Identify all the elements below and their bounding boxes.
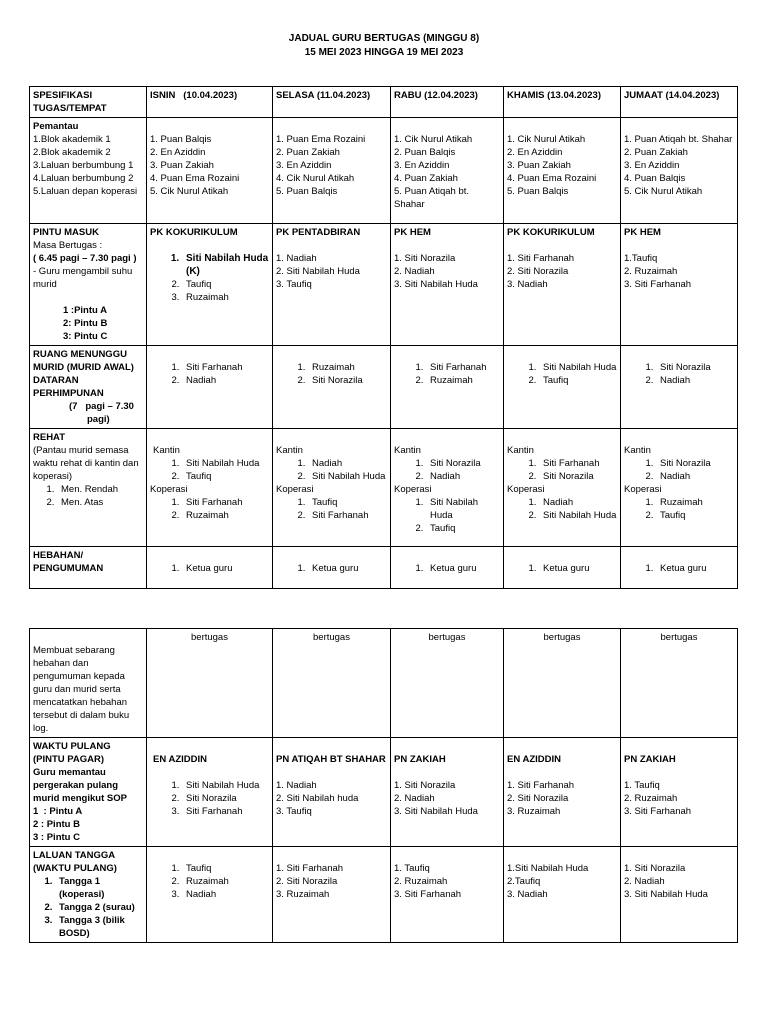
teacher-name: 2. Ruzaimah — [182, 509, 269, 522]
cell-waktu-pulang-isnin — [147, 738, 273, 847]
teacher-name: 1. Nadiah — [276, 253, 317, 264]
teacher-name: 4. Cik Nurul Atikah — [276, 173, 355, 184]
cell-waktu-pulang-jumaat — [621, 738, 738, 847]
teacher-name: 1. Siti Farhanah — [276, 863, 344, 874]
teacher-name: 5. Cik Nurul Atikah — [624, 186, 703, 197]
cell-pintu-masuk-khamis — [504, 224, 621, 346]
cell-bertugas-isnin: bertugas — [147, 629, 273, 738]
koperasi-label: Koperasi — [394, 484, 432, 495]
teacher-name: 1. Taufiq — [308, 496, 387, 509]
row-pintu-masuk — [30, 224, 738, 346]
rehat-label: REHAT — [33, 432, 66, 443]
cell-ruang-rabu — [391, 346, 504, 429]
cell-ruang-jumaat — [621, 346, 738, 429]
cell-laluan-khamis — [504, 847, 621, 943]
teacher-list — [394, 457, 500, 483]
teacher-list — [150, 252, 269, 304]
teacher-name: 2. En Aziddin — [507, 147, 563, 158]
teacher-list — [276, 496, 387, 522]
teacher-name: 3. Puan Zakiah — [507, 160, 571, 171]
cell-hebahan-rabu — [391, 547, 504, 589]
teacher-name: 3. En Aziddin — [394, 160, 450, 171]
teacher-list — [624, 496, 734, 522]
cell-pemantau-jumaat — [621, 118, 738, 224]
teacher-name: 1. Ruzaimah — [308, 361, 387, 374]
pintu-item: 3: Pintu C — [63, 331, 108, 342]
teacher-name: 1. Siti Nabilah Huda — [539, 361, 617, 374]
teacher-name: 2. Taufiq — [539, 374, 617, 387]
page-title: JADUAL GURU BERTUGAS (MINGGU 8) — [288, 33, 480, 44]
cell-pemantau-label — [30, 118, 147, 224]
kantin-label: Kantin — [624, 445, 651, 456]
cell-hebahan-khamis — [504, 547, 621, 589]
teacher-name: 1. Siti Farhanah — [182, 496, 269, 509]
teacher-name: 2. Siti Norazila — [539, 470, 617, 483]
tangga-item: 2. Tangga 2 (surau) — [55, 901, 143, 914]
pintu-item: 2: Pintu B — [63, 318, 108, 329]
koperasi-label: Koperasi — [276, 484, 314, 495]
teacher-name: 3. Siti Farhanah — [624, 279, 692, 290]
cell-pemantau-isnin — [147, 118, 273, 224]
teacher-name: 1. Cik Nurul Atikah — [394, 134, 473, 145]
col-header-jumaat: JUMAAT (14.04.2023) — [621, 87, 738, 118]
teacher-name: 1. Nadiah — [308, 457, 387, 470]
cell-hebahan-jumaat — [621, 547, 738, 589]
officer-head: PN ATIQAH BT SHAHAR — [276, 754, 386, 765]
cell-laluan-rabu — [391, 847, 504, 943]
duty-name: 1. Ketua guru — [182, 562, 269, 575]
waktu-pulang-label: murid mengikut SOP — [33, 793, 127, 804]
row-pemantau — [30, 118, 738, 224]
teacher-name: 3. Taufiq — [276, 806, 312, 817]
cell-waktu-pulang-rabu — [391, 738, 504, 847]
teacher-name: 3. Ruzaimah — [276, 889, 330, 900]
teacher-name: 1. Siti Norazila — [394, 253, 456, 264]
teacher-name: 3. Siti Nabilah Huda — [394, 279, 478, 290]
teacher-name: 1. Siti Norazila — [394, 780, 456, 791]
cell-rehat-rabu — [391, 429, 504, 547]
hebahan-label: PENGUMUMAN — [33, 563, 104, 574]
teacher-name: 2. Siti Norazila — [507, 793, 569, 804]
teacher-name: 2. Siti Norazila — [276, 876, 338, 887]
teacher-name: 2. Puan Zakiah — [624, 147, 688, 158]
teacher-name: 1. Nadiah — [276, 780, 317, 791]
teacher-name: 3. Puan Zakiah — [150, 160, 214, 171]
pk-head: PK HEM — [624, 227, 661, 238]
cell-pemantau-selasa — [273, 118, 391, 224]
teacher-name: 4. Puan Ema Rozaini — [507, 173, 597, 184]
teacher-list — [150, 361, 269, 387]
masa-label: Masa Bertugas : — [33, 240, 103, 251]
teacher-name: 1. Siti Nabilah Huda — [426, 496, 500, 522]
koperasi-label: Koperasi — [624, 484, 662, 495]
teacher-name: 2.Taufiq — [507, 876, 541, 887]
teacher-name: 2. Nadiah — [656, 374, 734, 387]
teacher-name: 3. Nadiah — [182, 888, 269, 901]
laluan-label: (WAKTU PULANG) — [33, 863, 117, 874]
hebahan-label: HEBAHAN/ — [33, 550, 84, 561]
teacher-name: 1. Siti Farhanah — [182, 361, 269, 374]
cell-rehat-jumaat — [621, 429, 738, 547]
teacher-name: 2. Siti Nabilah Huda — [308, 470, 387, 483]
teacher-name: 1. Siti Farhanah — [539, 457, 617, 470]
ruang-label: RUANG MENUNGGU — [33, 349, 127, 360]
teacher-name: 3. Ruzaimah — [182, 291, 269, 304]
teacher-name: 4. Puan Balqis — [624, 173, 686, 184]
ruang-time: (7 pagi – 7.30 — [69, 401, 134, 412]
teacher-list — [507, 496, 617, 522]
teacher-name: 2. Taufiq — [656, 509, 734, 522]
teacher-name: 2. Ruzaimah — [624, 266, 678, 277]
teacher-name: 1.Siti Nabilah Huda — [507, 863, 589, 874]
row-hebahan-continued — [30, 629, 738, 738]
masa-value: ( 6.45 pagi – 7.30 pagi ) — [33, 253, 137, 264]
cell-hebahan-isnin — [147, 547, 273, 589]
duty-name: 1. Ketua guru — [308, 562, 387, 575]
waktu-pulang-label: (PINTU PAGAR) — [33, 754, 105, 765]
cell-laluan-jumaat — [621, 847, 738, 943]
pintu-masuk-label: PINTU MASUK — [33, 227, 99, 238]
cell-ruang-khamis — [504, 346, 621, 429]
cell-bertugas-khamis: bertugas — [504, 629, 621, 738]
teacher-name: 1. Nadiah — [539, 496, 617, 509]
pk-head: PK HEM — [394, 227, 431, 238]
duty-table-1 — [29, 86, 738, 589]
kantin-label: Kantin — [394, 445, 421, 456]
teacher-name: 3. Ruzaimah — [507, 806, 561, 817]
col-header-selasa: SELASA (11.04.2023) — [273, 87, 391, 118]
teacher-name: 1. Siti Nabilah Huda — [182, 779, 269, 792]
teacher-list — [150, 862, 269, 901]
teacher-name: 2. Nadiah — [394, 266, 435, 277]
teacher-list — [276, 457, 387, 483]
teacher-list — [394, 361, 500, 387]
teacher-name: 2. Siti Nabilah huda — [276, 793, 359, 804]
teacher-name: 5. Puan Atiqah bt. Shahar — [394, 186, 472, 210]
teacher-name: 1. Siti Norazila — [426, 457, 500, 470]
teacher-list — [507, 457, 617, 483]
teacher-name: 1. Taufiq — [624, 780, 660, 791]
row-laluan-tangga — [30, 847, 738, 943]
level-item: 2. Men. Atas — [57, 496, 143, 509]
teacher-name: 1. Siti Nabilah Huda (K) — [182, 252, 269, 278]
cell-ruang-selasa — [273, 346, 391, 429]
cell-ruang-label — [30, 346, 147, 429]
teacher-name: 2. Siti Nabilah Huda — [276, 266, 360, 277]
teacher-name: 1. Siti Norazila — [656, 361, 734, 374]
teacher-name: 2. Nadiah — [656, 470, 734, 483]
teacher-list — [276, 361, 387, 387]
teacher-name: 2. Siti Nabilah Huda — [539, 509, 617, 522]
pintu-item: 2 : Pintu B — [33, 819, 80, 830]
waktu-pulang-label: WAKTU PULANG — [33, 741, 111, 752]
waktu-pulang-label: Guru memantau — [33, 767, 106, 778]
cell-waktu-pulang-selasa — [273, 738, 391, 847]
rehat-desc: (Pantau murid semasa waktu rehat di kantin dan koperasi) — [33, 445, 142, 482]
cell-hebahan-label — [30, 547, 147, 589]
col-header-khamis: KHAMIS (13.04.2023) — [504, 87, 621, 118]
teacher-name: 4. Puan Zakiah — [394, 173, 458, 184]
kantin-label: Kantin — [507, 445, 534, 456]
teacher-name: 3. En Aziddin — [624, 160, 680, 171]
teacher-name: 2. Puan Balqis — [394, 147, 456, 158]
page-subtitle: 15 MEI 2023 HINGGA 19 MEI 2023 — [304, 47, 464, 58]
teacher-name: 3. En Aziddin — [276, 160, 332, 171]
teacher-name: 1. Ruzaimah — [656, 496, 734, 509]
pk-head: PK KOKURIKULUM — [150, 227, 238, 238]
tangga-item: 1. Tangga 1 (koperasi) — [55, 875, 143, 901]
teacher-list — [624, 361, 734, 387]
teacher-name: 1. Siti Farhanah — [507, 780, 575, 791]
tangga-list — [33, 875, 143, 940]
pintu-item: 1 :Pintu A — [63, 305, 107, 316]
cell-rehat-label — [30, 429, 147, 547]
cell-rehat-khamis — [504, 429, 621, 547]
teacher-name: 1. Siti Norazila — [624, 863, 686, 874]
teacher-name: 2. Nadiah — [182, 374, 269, 387]
kantin-label: Kantin — [153, 445, 180, 456]
pk-head: PK PENTADBIRAN — [276, 227, 361, 238]
hebahan-desc: Membuat sebarang hebahan dan pengumuman kepada guru dan murid serta mencatatkan hebahan tersebut di dalam buku log. — [33, 645, 132, 734]
duty-name: 1. Ketua guru — [656, 562, 734, 575]
teacher-name: 1. Siti Farhanah — [507, 253, 575, 264]
cell-pemantau-khamis — [504, 118, 621, 224]
teacher-name: 2. Taufiq — [426, 522, 500, 535]
kantin-label: Kantin — [276, 445, 303, 456]
officer-head: PN ZAKIAH — [394, 754, 446, 765]
teacher-name: 3. Siti Farhanah — [394, 889, 462, 900]
teacher-name: 1. Taufiq — [394, 863, 430, 874]
teacher-name: 3. Taufiq — [276, 279, 312, 290]
teacher-name: 2. Siti Farhanah — [308, 509, 387, 522]
teacher-name: 2. Siti Norazila — [507, 266, 569, 277]
header-row — [30, 87, 738, 118]
place-item: 2.Blok akademik 2 — [33, 147, 111, 158]
duty-name: 1. Ketua guru — [539, 562, 617, 575]
cell-pintu-masuk-selasa — [273, 224, 391, 346]
cell-laluan-selasa — [273, 847, 391, 943]
teacher-name: 1. Siti Norazila — [656, 457, 734, 470]
place-item: 4.Laluan berbumbung 2 — [33, 173, 134, 184]
teacher-list — [150, 779, 269, 818]
teacher-name: 1. Siti Nabilah Huda — [182, 457, 269, 470]
cell-rehat-isnin — [147, 429, 273, 547]
place-item: 5.Laluan depan koperasi — [33, 186, 138, 197]
teacher-list — [150, 457, 269, 483]
teacher-name: 1. Puan Atiqah bt. Shahar — [624, 134, 733, 145]
teacher-name: 1. Siti Farhanah — [426, 361, 500, 374]
cell-pintu-masuk-rabu — [391, 224, 504, 346]
teacher-name: 2. Nadiah — [426, 470, 500, 483]
teacher-name: 3. Nadiah — [507, 889, 548, 900]
place-item: 3.Laluan berbumbung 1 — [33, 160, 134, 171]
koperasi-label: Koperasi — [150, 484, 188, 495]
teacher-name: 3. Nadiah — [507, 279, 548, 290]
teacher-name: 3. Siti Farhanah — [624, 806, 692, 817]
cell-laluan-label — [30, 847, 147, 943]
teacher-name: 4. Puan Ema Rozaini — [150, 173, 240, 184]
cell-bertugas-selasa: bertugas — [273, 629, 391, 738]
teacher-name: 2. Siti Norazila — [308, 374, 387, 387]
teacher-name: 2. Nadiah — [394, 793, 435, 804]
teacher-name: 1. Taufiq — [182, 862, 269, 875]
level-item: 1. Men. Rendah — [57, 483, 143, 496]
col-header-isnin: ISNIN (10.04.2023) — [147, 87, 273, 118]
teacher-name: 2. Puan Zakiah — [276, 147, 340, 158]
col-header-spesifikasi: SPESIFIKASI TUGAS/TEMPAT — [30, 87, 147, 118]
teacher-name: 3. Siti Farhanah — [182, 805, 269, 818]
cell-waktu-pulang-label — [30, 738, 147, 847]
cell-pintu-masuk-label — [30, 224, 147, 346]
teacher-list — [624, 457, 734, 483]
row-rehat — [30, 429, 738, 547]
col-header-rabu: RABU (12.04.2023) — [391, 87, 504, 118]
cell-rehat-selasa — [273, 429, 391, 547]
officer-head: EN AZIDDIN — [507, 754, 562, 765]
suhu-note: - Guru mengambil suhu murid — [33, 266, 135, 290]
cell-pintu-masuk-jumaat — [621, 224, 738, 346]
teacher-name: 3. Siti Nabilah Huda — [624, 889, 708, 900]
officer-head: PN ZAKIAH — [624, 754, 676, 765]
place-item: 1.Blok akademik 1 — [33, 134, 111, 145]
teacher-list — [394, 496, 500, 535]
officer-head: EN AZIDDIN — [153, 754, 208, 765]
cell-bertugas-rabu: bertugas — [391, 629, 504, 738]
teacher-name: 5. Puan Balqis — [276, 186, 338, 197]
koperasi-label: Koperasi — [507, 484, 545, 495]
teacher-name: 2. Taufiq — [182, 278, 269, 291]
ruang-label: PERHIMPUNAN — [33, 388, 104, 399]
cell-ruang-isnin — [147, 346, 273, 429]
pintu-item: 1 : Pintu A — [33, 806, 83, 817]
teacher-list — [150, 496, 269, 522]
teacher-list — [507, 361, 617, 387]
pk-head: PK KOKURIKULUM — [507, 227, 595, 238]
waktu-pulang-label: pergerakan pulang — [33, 780, 118, 791]
cell-hebahan-desc — [30, 629, 147, 738]
teacher-name: 2. Nadiah — [624, 876, 665, 887]
cell-pintu-masuk-isnin — [147, 224, 273, 346]
teacher-name: 2. Ruzaimah — [182, 875, 269, 888]
teacher-name: 2. Siti Norazila — [182, 792, 269, 805]
teacher-name: 2. Ruzaimah — [624, 793, 678, 804]
cell-bertugas-jumaat: bertugas — [621, 629, 738, 738]
teacher-name: 2. En Aziddin — [150, 147, 206, 158]
pintu-item: 3 : Pintu C — [33, 832, 80, 843]
teacher-name: 5. Puan Balqis — [507, 186, 569, 197]
level-list — [33, 483, 143, 509]
duty-name: 1. Ketua guru — [426, 562, 500, 575]
laluan-label: LALUAN TANGGA — [33, 850, 116, 861]
teacher-name: 3. Siti Nabilah Huda — [394, 806, 478, 817]
teacher-name: 1. Cik Nurul Atikah — [507, 134, 586, 145]
teacher-name: 2. Taufiq — [182, 470, 269, 483]
cell-laluan-isnin — [147, 847, 273, 943]
teacher-name: 1. Puan Balqis — [150, 134, 212, 145]
ruang-time: pagi) — [87, 414, 110, 425]
teacher-name: 2. Ruzaimah — [394, 876, 448, 887]
duty-table-2 — [29, 628, 738, 943]
teacher-name: 2. Ruzaimah — [426, 374, 500, 387]
row-ruang-menunggu — [30, 346, 738, 429]
cell-hebahan-selasa — [273, 547, 391, 589]
cell-pemantau-rabu — [391, 118, 504, 224]
teacher-name: 1. Puan Ema Rozaini — [276, 134, 366, 145]
row-waktu-pulang — [30, 738, 738, 847]
pemantau-label: Pemantau — [33, 121, 79, 132]
teacher-name: 1.Taufiq — [624, 253, 658, 264]
ruang-label: DATARAN — [33, 375, 79, 386]
row-hebahan — [30, 547, 738, 589]
teacher-name: 5. Cik Nurul Atikah — [150, 186, 229, 197]
cell-waktu-pulang-khamis — [504, 738, 621, 847]
ruang-label: MURID (MURID AWAL) — [33, 362, 134, 373]
tangga-item: 3. Tangga 3 (bilik BOSD) — [55, 914, 143, 940]
